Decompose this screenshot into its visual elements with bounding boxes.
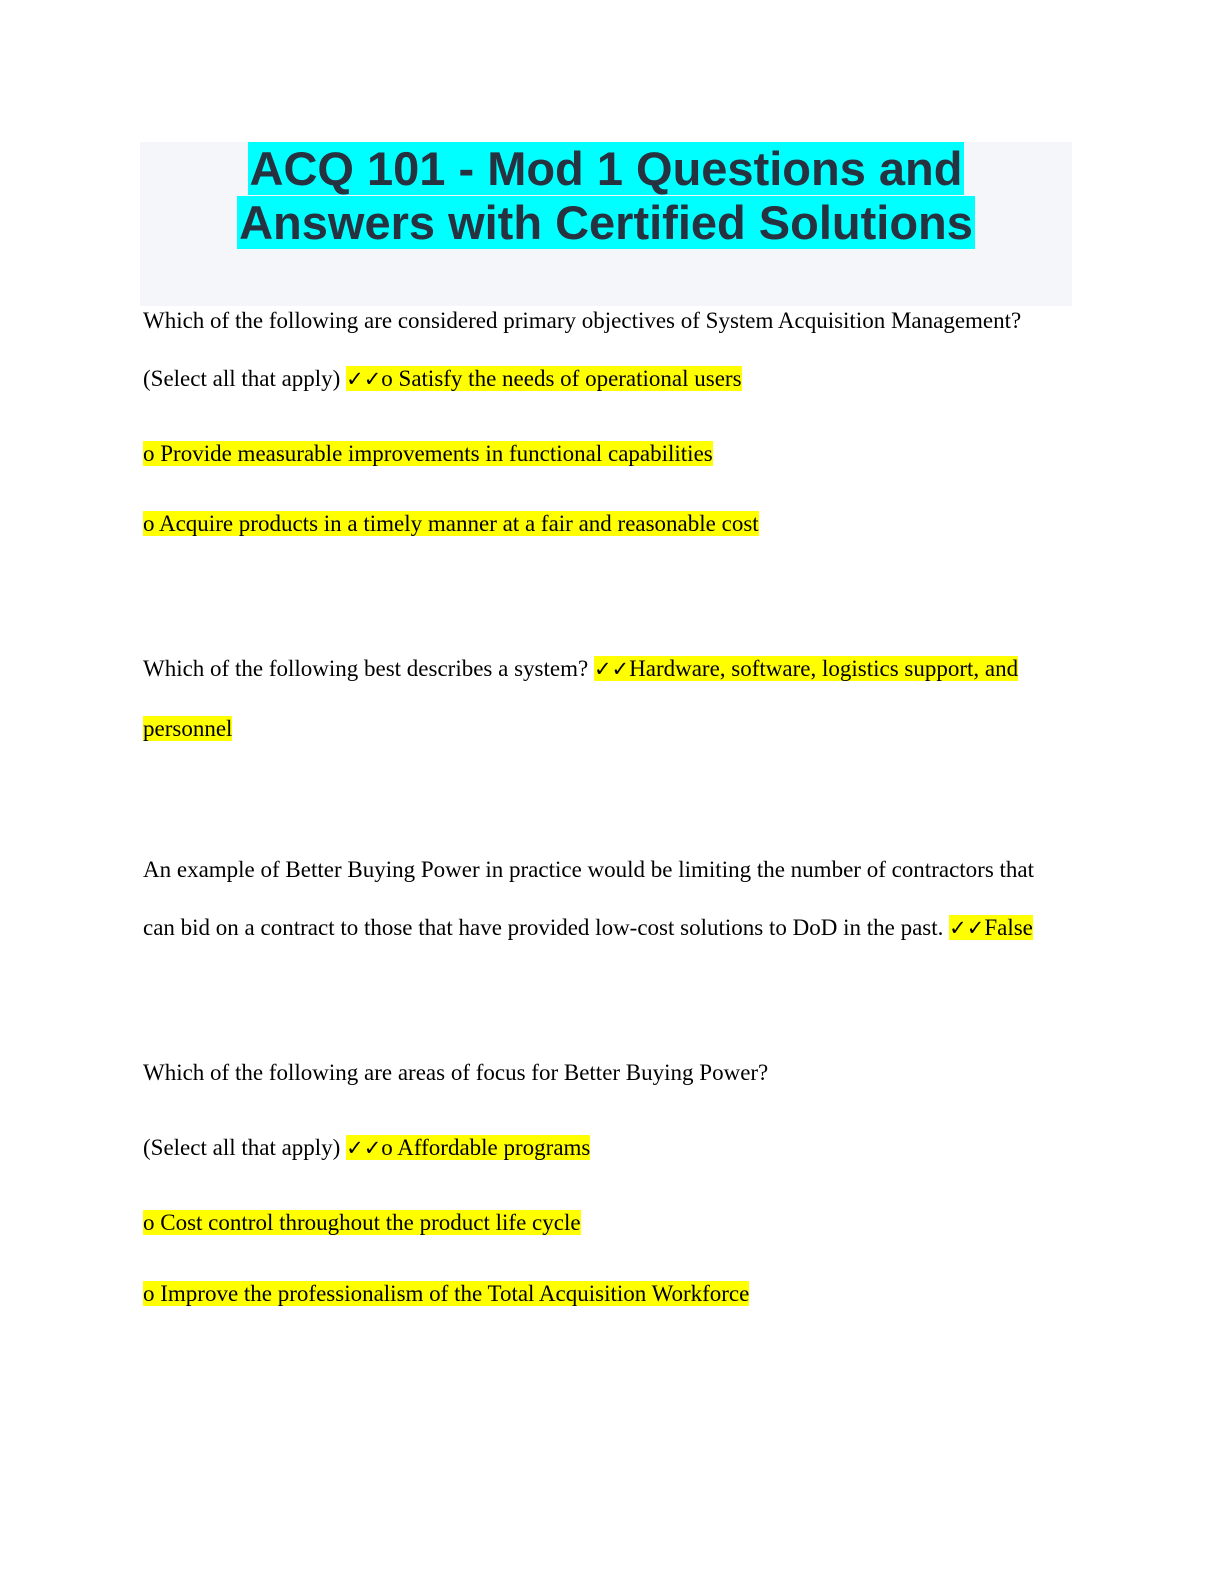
title-line-2: Answers with Certified Solutions [239, 196, 973, 249]
q3-answer-text: False [984, 915, 1033, 940]
q1-answer-1-text: o Satisfy the needs of operational users [381, 366, 742, 391]
q4-question-line-2 [143, 1133, 590, 1163]
q2-question-text: Which of the following best describes a system? [143, 656, 594, 681]
q1-answer-2-text: o Provide measurable improvements in functional capabilities [143, 441, 713, 466]
checkmark-icon: ✓✓ [346, 1136, 382, 1160]
q4-answer-3-text: o Improve the professionalism of the Total Acquisition Workforce [143, 1281, 750, 1306]
q3-question-text: can bid on a contract to those that have provided low-cost solutions to DoD in the past. [143, 915, 950, 940]
q4-answer-3 [143, 1279, 749, 1309]
checkmark-icon: ✓✓ [346, 367, 382, 391]
q2-answer-1 [594, 656, 1018, 681]
q4-answer-2 [143, 1208, 581, 1238]
q1-question-line-2 [143, 364, 742, 394]
q1-answer-1 [346, 366, 741, 391]
title-line-1: ACQ 101 - Mod 1 Questions and [249, 142, 963, 195]
checkmark-icon: ✓✓ [949, 916, 985, 940]
q4-answer-2-text: o Cost control throughout the product life cycle [143, 1210, 581, 1235]
q1-answer-3-text: o Acquire products in a timely manner at a fair and reasonable cost [143, 511, 759, 536]
q2-question-line [143, 654, 1018, 684]
q2-answer-2 [143, 714, 232, 744]
q1-select-all-text: (Select all that apply) [143, 366, 347, 391]
q2-answer-2-text: personnel [143, 716, 233, 741]
checkmark-icon: ✓✓ [593, 657, 630, 681]
q3-question-line-1: An example of Better Buying Power in practice would be limiting the number of contractors that [143, 857, 1035, 882]
q2-answer-1-text: Hardware, software, logistics support, and [629, 656, 1019, 681]
document-title [140, 142, 1072, 250]
q4-answer-1 [346, 1135, 590, 1160]
q4-answer-1-text: o Affordable programs [381, 1135, 591, 1160]
q3-answer [949, 915, 1033, 940]
q1-answer-3 [143, 509, 759, 539]
q4-question-line-1: Which of the following are areas of focus for Better Buying Power? [143, 1060, 769, 1085]
q3-question-line-2 [143, 913, 1033, 943]
q4-select-all-text: (Select all that apply) [143, 1135, 347, 1160]
q1-answer-2 [143, 439, 713, 469]
q1-question-line-1: Which of the following are considered primary objectives of System Acquisition Management? [143, 308, 1022, 333]
